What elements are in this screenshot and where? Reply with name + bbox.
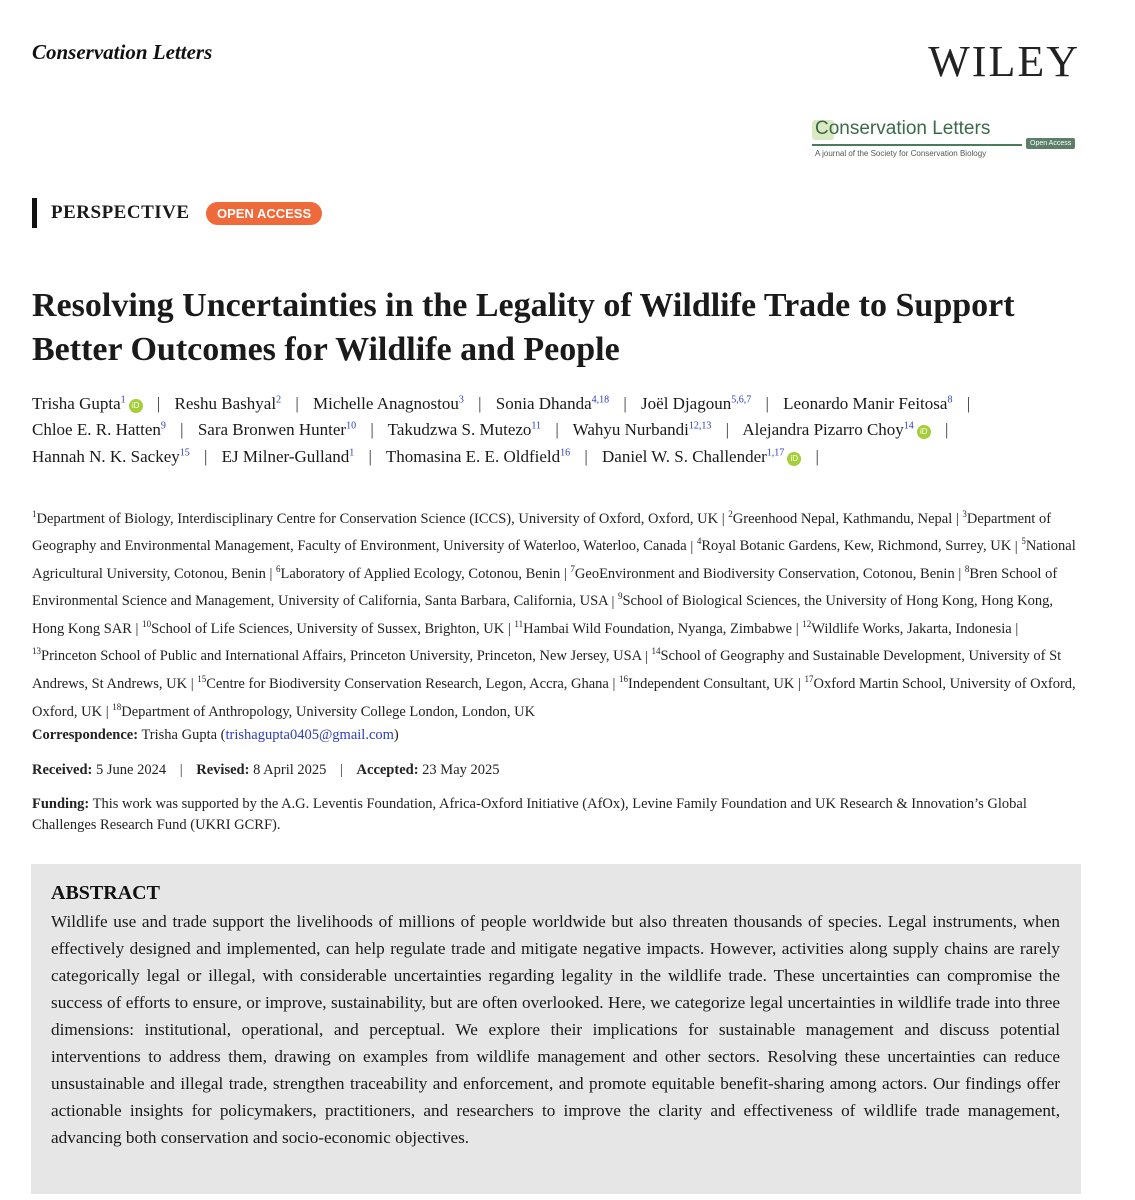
- journal-logo: [812, 118, 1080, 164]
- correspondence-name: Trisha Gupta: [141, 727, 218, 743]
- affiliation: [697, 538, 1011, 554]
- section-marker: [32, 198, 37, 228]
- author-separator: |: [555, 420, 559, 440]
- author[interactable]: [641, 394, 751, 413]
- affiliation-number: 15: [197, 674, 207, 685]
- affiliation-separator: |: [105, 703, 109, 720]
- affiliation-text: Hambai Wild Foundation, Nyanga, Zimbabwe: [523, 620, 793, 637]
- author[interactable]: [313, 394, 464, 413]
- affiliation-list: [32, 503, 1082, 723]
- affiliation-number: 16: [619, 674, 629, 685]
- publisher-logo: WILEY: [928, 37, 1080, 86]
- funding: [32, 794, 1092, 836]
- journal-logo-title: Conservation Letters: [815, 118, 991, 139]
- affiliation-number: 8: [964, 564, 970, 575]
- affiliation: [112, 701, 536, 720]
- author-separator: |: [945, 420, 949, 440]
- affiliation-text: Laboratory of Applied Ecology, Cotonou, Benin: [280, 565, 561, 582]
- author-name: Wahyu Nurbandi: [572, 420, 689, 440]
- affiliation-number: 9: [617, 591, 623, 602]
- affiliation-separator: |: [563, 565, 567, 582]
- received-label: Received:: [32, 762, 93, 778]
- author-affiliation-ref[interactable]: 5,6,7: [731, 394, 752, 405]
- author-separator: |: [156, 393, 161, 413]
- affiliation-number: 14: [651, 646, 661, 657]
- correspondence: Correspondence: Trisha Gupta (trishagupta0405@gmail.com): [32, 727, 399, 743]
- affiliation: [32, 648, 641, 664]
- affiliation-separator: |: [1014, 538, 1018, 555]
- affiliation-number: 17: [804, 674, 814, 685]
- author[interactable]: [783, 394, 952, 413]
- author-name: Trisha Gupta: [32, 393, 121, 413]
- author[interactable]: [602, 447, 801, 466]
- abstract-heading: ABSTRACT: [51, 882, 160, 904]
- affiliation-text: Department of Anthropology, University College London, London, UK: [121, 703, 536, 720]
- affiliation-text: Centre for Biodiversity Conservation Research, Legon, Accra, Ghana: [206, 676, 609, 693]
- journal-logo-badge: Open Access: [1026, 138, 1075, 149]
- author-affiliation-ref[interactable]: 8: [947, 394, 953, 405]
- author-affiliation-ref[interactable]: 11: [531, 420, 542, 432]
- author-name: Reshu Bashyal: [174, 393, 277, 413]
- funding-label: Funding:: [32, 796, 90, 812]
- author[interactable]: [388, 420, 541, 439]
- correspondence-label: Correspondence:: [32, 727, 139, 743]
- author-separator: |: [204, 446, 208, 466]
- author[interactable]: [742, 420, 930, 439]
- affiliation-text: Department of Geography and Environmental Management, Faculty of Environment, University of Waterloo, Waterloo, Canada: [32, 510, 1052, 555]
- affiliation-text: School of Biological Sciences, the University of Hong Kong, Hong Kong, Hong Kong SAR: [32, 593, 1053, 637]
- affiliation-separator: |: [611, 593, 615, 610]
- author-affiliation-ref[interactable]: 3: [458, 394, 464, 405]
- author[interactable]: [386, 447, 570, 466]
- affiliation-text: Greenhood Nepal, Kathmandu, Nepal: [732, 510, 953, 527]
- article-dates: [32, 760, 1092, 781]
- affiliation-text: School of Geography and Sustainable Development, University of St Andrews, St Andrews, UK: [32, 648, 1062, 693]
- author[interactable]: [222, 447, 355, 466]
- author-separator: |: [478, 393, 482, 413]
- author-separator: |: [966, 393, 971, 413]
- affiliation-text: Royal Botanic Gardens, Kew, Richmond, Surrey, UK: [701, 538, 1012, 555]
- author-separator: |: [584, 446, 588, 466]
- author-separator: |: [295, 393, 299, 413]
- affiliation: [514, 621, 792, 637]
- author[interactable]: [175, 394, 282, 413]
- affiliation-separator: |: [190, 676, 194, 693]
- affiliation-number: 5: [1021, 536, 1026, 547]
- author-name: Leonardo Manir Feitosa: [783, 393, 948, 413]
- affiliation-number: 10: [142, 619, 152, 630]
- affiliation-separator: |: [507, 620, 511, 637]
- affiliation-text: School of Life Sciences, University of Sussex, Brighton, UK: [151, 620, 505, 637]
- author-list: [32, 388, 1107, 468]
- affiliation-text: Wildlife Works, Jakarta, Indonesia: [811, 620, 1012, 637]
- affiliation-number: 18: [112, 701, 122, 712]
- author-affiliation-ref[interactable]: 16: [560, 447, 571, 459]
- article-type: PERSPECTIVE: [51, 202, 190, 223]
- abstract-box: [31, 864, 1081, 1194]
- journal-logo-rule: [812, 144, 1022, 146]
- affiliation-number: 4: [696, 536, 702, 547]
- affiliation-number: 1: [32, 509, 37, 519]
- author[interactable]: [198, 420, 356, 439]
- author-name: Chloe E. R. Hatten: [32, 420, 161, 440]
- affiliation-text: National Agricultural University, Cotonou, Benin: [32, 538, 1076, 582]
- affiliation-separator: |: [797, 676, 801, 693]
- affiliation-text: Bren School of Environmental Science and Management, University of California, Santa Barbara, California, USA: [32, 565, 1058, 610]
- date-separator: |: [340, 762, 343, 778]
- orcid-icon[interactable]: iD: [917, 425, 931, 439]
- affiliation-text: Independent Consultant, UK: [628, 676, 795, 693]
- affiliation-number: 13: [32, 646, 41, 657]
- author-name: Hannah N. K. Sackey: [32, 446, 180, 466]
- author-affiliation-ref[interactable]: 4,18: [591, 394, 610, 405]
- author-name: Takudzwa S. Mutezo: [387, 420, 532, 440]
- author[interactable]: [32, 447, 190, 466]
- affiliation-text: GeoEnvironment and Biodiversity Conservation, Cotonou, Benin: [574, 565, 955, 582]
- author[interactable]: [32, 394, 143, 413]
- author[interactable]: [496, 394, 609, 413]
- author[interactable]: [573, 420, 712, 439]
- received-date: 5 June 2024: [96, 762, 167, 778]
- orcid-icon[interactable]: iD: [787, 452, 801, 466]
- author-separator: |: [180, 420, 184, 440]
- accepted-label: Accepted:: [356, 762, 419, 778]
- affiliation-separator: |: [795, 620, 799, 637]
- journal-name: Conservation Letters: [32, 40, 213, 64]
- author-separator: |: [370, 420, 374, 440]
- affiliation-separator: |: [955, 510, 959, 527]
- author-affiliation-ref[interactable]: 1,17: [766, 447, 785, 459]
- journal-logo-subtitle: A journal of the Society for Conservation Biology: [815, 149, 987, 158]
- author-affiliation-ref[interactable]: 1: [349, 447, 355, 459]
- author-separator: |: [368, 446, 372, 466]
- affiliation: [802, 621, 1012, 637]
- revised-label: Revised:: [196, 762, 250, 778]
- author-separator: |: [725, 420, 730, 440]
- affiliation-separator: |: [135, 620, 139, 637]
- author-affiliation-ref[interactable]: 2: [276, 394, 282, 405]
- revised-date: 8 April 2025: [253, 762, 327, 778]
- date-separator: |: [179, 762, 183, 778]
- article-title: Resolving Uncertainties in the Legality of Wildlife Trade to Support Better Outcomes for Wildlife and People: [32, 287, 1015, 368]
- author-affiliation-ref[interactable]: 10: [346, 420, 357, 432]
- open-access-badge: OPEN ACCESS: [206, 202, 322, 225]
- author-name: Sara Bronwen Hunter: [197, 420, 347, 440]
- affiliation-separator: |: [721, 510, 725, 527]
- affiliation: [728, 511, 952, 527]
- author-affiliation-ref[interactable]: 1: [120, 394, 126, 405]
- affiliation: [197, 676, 609, 692]
- author-affiliation-ref[interactable]: 9: [160, 420, 166, 432]
- author-affiliation-ref[interactable]: 14: [903, 420, 914, 432]
- accepted-date: 23 May 2025: [422, 762, 500, 778]
- affiliation-number: 12: [802, 619, 812, 630]
- affiliation-text: Oxford Martin School, University of Oxford, Oxford, UK: [32, 676, 1076, 720]
- abstract-text: Wildlife use and trade support the livelihoods of millions of people worldwide but also threaten thousands of species. Legal instruments, when effectively designed and implemented, can help regulate trade and mitigate negative impacts. However, activities along supply chains are rarely categorically legal or illegal, with considerable uncertainties regarding legality in the wildlife trade. These uncertainties can compromise the success of efforts to ensure, or improve, sustainability, but are often overlooked. Here, we categorize legal uncertainties in wildlife trade into three dimensions: institutional, operational, and perceptual. We explore their implications for sustainable management and discuss potential interventions to address them, drawing on examples from wildlife management and other sectors. Resolving these uncertainties can reduce unsustainable and illegal trade, strengthen traceability and enforcement, and promote equitable benefit-sharing among actors. Our findings offer actionable insights for policymakers, practitioners, and researchers to improve the clarity and effectiveness of wildlife trade management, advancing both conservation and socio-economic objectives.: [51, 912, 1060, 1147]
- author-name: Thomasina E. E. Oldfield: [385, 446, 561, 466]
- orcid-icon[interactable]: iD: [129, 399, 143, 413]
- author-separator: |: [815, 446, 819, 466]
- author-affiliation-ref[interactable]: 12,13: [688, 420, 712, 432]
- affiliation: [276, 566, 560, 582]
- affiliation-number: 3: [962, 509, 967, 519]
- affiliation-separator: |: [958, 565, 962, 582]
- affiliation: [32, 511, 718, 527]
- author-name: EJ Milner-Gulland: [221, 446, 350, 466]
- author-name: Joël Djagoun: [641, 393, 732, 413]
- funding-text: This work was supported by the A.G. Leventis Foundation, Africa-Oxford Initiative (AfOx), Levine Family Foundation and UK Research & Innovation’s Global Challenges Research Fund (UKRI GCRF).: [32, 796, 1027, 833]
- affiliation-separator: |: [690, 538, 694, 555]
- author[interactable]: [32, 420, 166, 439]
- affiliation-text: Department of Biology, Interdisciplinary Centre for Conservation Science (ICCS), University of Oxford, Oxford, UK: [36, 510, 719, 527]
- affiliation-number: 2: [728, 509, 733, 519]
- author-affiliation-ref[interactable]: 15: [179, 447, 190, 459]
- affiliation-separator: |: [612, 676, 616, 693]
- affiliation-separator: |: [644, 648, 648, 665]
- affiliation-number: 6: [276, 564, 281, 575]
- author-separator: |: [623, 393, 627, 413]
- affiliation-text: Princeton School of Public and International Affairs, Princeton University, Princeton, New Jersey, USA: [41, 648, 642, 665]
- affiliation-separator: |: [1015, 620, 1019, 637]
- affiliation: [142, 621, 504, 637]
- correspondence-email[interactable]: trishagupta0405@gmail.com: [225, 727, 394, 743]
- affiliation-number: 11: [514, 619, 524, 630]
- author-name: Sonia Dhanda: [495, 393, 592, 413]
- author-separator: |: [765, 393, 769, 413]
- author-name: Daniel W. S. Challender: [602, 446, 767, 466]
- affiliation: [570, 566, 954, 582]
- author-name: Alejandra Pizarro Choy: [742, 420, 904, 440]
- author-name: Michelle Anagnostou: [312, 393, 459, 413]
- affiliation-number: 7: [570, 564, 575, 575]
- affiliation: [619, 676, 794, 692]
- affiliation-separator: |: [269, 565, 273, 582]
